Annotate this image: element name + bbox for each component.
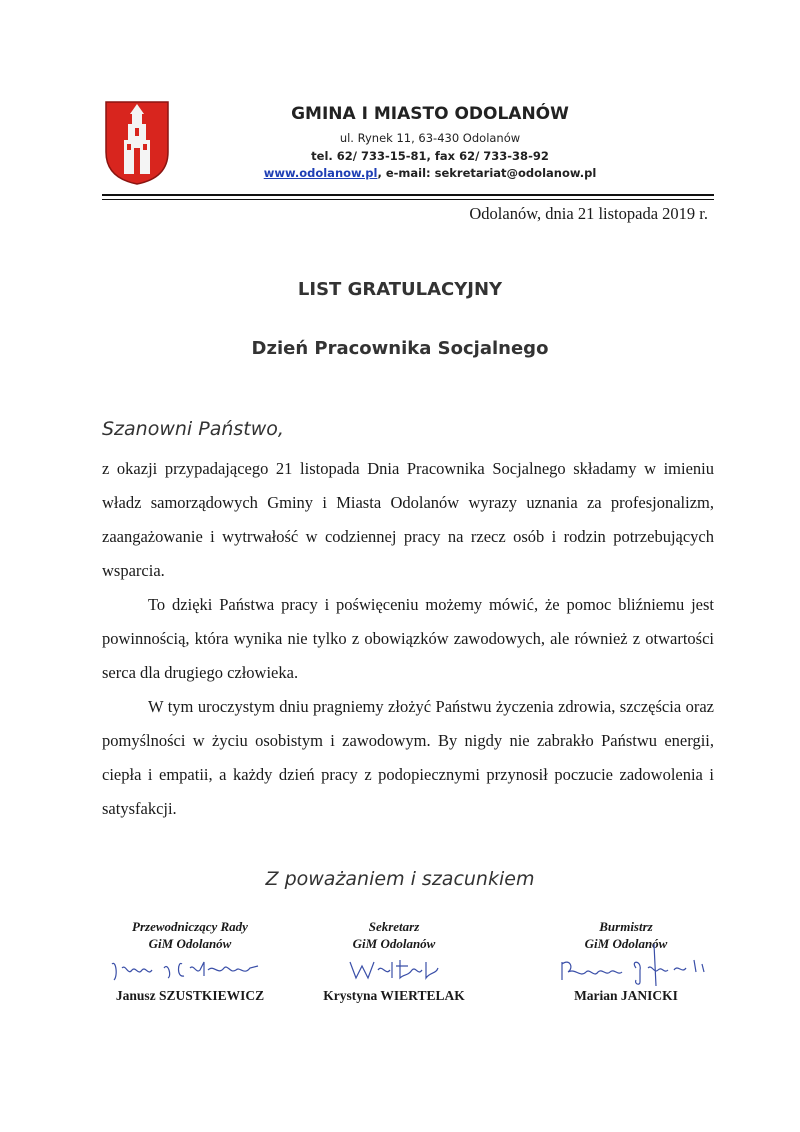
letter-title: LIST GRATULACYJNY: [297, 279, 503, 300]
signatory-mayor: [516, 918, 736, 1004]
website-link[interactable]: www.odolanow.pl: [263, 166, 378, 180]
signatory-role: Przewodniczący Rady: [132, 919, 248, 934]
signatory-role: Sekretarz: [368, 919, 420, 934]
paragraph-1: z okazji przypadającego 21 listopada Dnia Pracownika Socjalnego składamy w imieniu władz samorządowych Gminy i Miasta Odolanów wyrazy uznania za profesjonalizm, zaangażowanie i wytrwałość w codziennej pracy na rzecz osób i rodzin potrzebujących wsparcia.: [102, 459, 714, 580]
municipality-phone: tel. 62/ 733-15-81, fax 62/ 733-38-92: [311, 149, 549, 163]
letter-date: Odolanów, dnia 21 listopada 2019 r.: [469, 204, 708, 223]
closing-phrase: Z poważaniem i szacunkiem: [265, 868, 535, 890]
signatory-secretary: [284, 918, 504, 1004]
letter-subtitle: Dzień Pracownika Socjalnego: [251, 338, 549, 359]
paragraph-2: To dzięki Państwa pracy i poświęceniu możemy mówić, że pomoc bliźniemu jest powinnością, która wynika nie tylko z obowiązków zawodowych, ale również z otwartości serca dla drugiego człowieka.: [102, 595, 714, 682]
signatory-name: Marian JANICKI: [574, 988, 678, 1003]
handwritten-signature: [556, 938, 716, 988]
greeting: Szanowni Państwo,: [102, 418, 284, 440]
handwritten-signature: [346, 956, 456, 984]
letter-body: [102, 452, 714, 826]
header-divider: [102, 194, 714, 196]
handwritten-signature: [108, 956, 278, 984]
municipality-contact: [260, 166, 600, 180]
header-divider-thin: [102, 199, 714, 200]
signatory-role: Burmistrz: [599, 919, 653, 934]
signatory-org: GiM Odolanów: [352, 936, 436, 951]
municipality-address: ul. Rynek 11, 63-430 Odolanów: [339, 131, 521, 145]
signatory-name: Krystyna WIERTELAK: [323, 988, 465, 1003]
municipality-name: GMINA I MIASTO ODOLANÓW: [291, 104, 569, 124]
coat-of-arms-logo: [104, 100, 170, 186]
signatory-chairman: [80, 918, 300, 1004]
signatory-org: GiM Odolanów: [584, 936, 668, 951]
signatory-name: Janusz SZUSTKIEWICZ: [115, 988, 265, 1003]
signatory-org: GiM Odolanów: [148, 936, 232, 951]
paragraph-3: W tym uroczystym dniu pragniemy złożyć Państwu życzenia zdrowia, szczęścia oraz pomyślności w życiu osobistym i zawodowym. By nigdy nie zabrakło Państwu energii, ciepła i empatii, a każdy dzień pracy z podopiecznymi przynosił poczucie zadowolenia i satysfakcji.: [102, 697, 714, 818]
email-text: , e-mail: sekretariat@odolanow.pl: [377, 166, 597, 180]
